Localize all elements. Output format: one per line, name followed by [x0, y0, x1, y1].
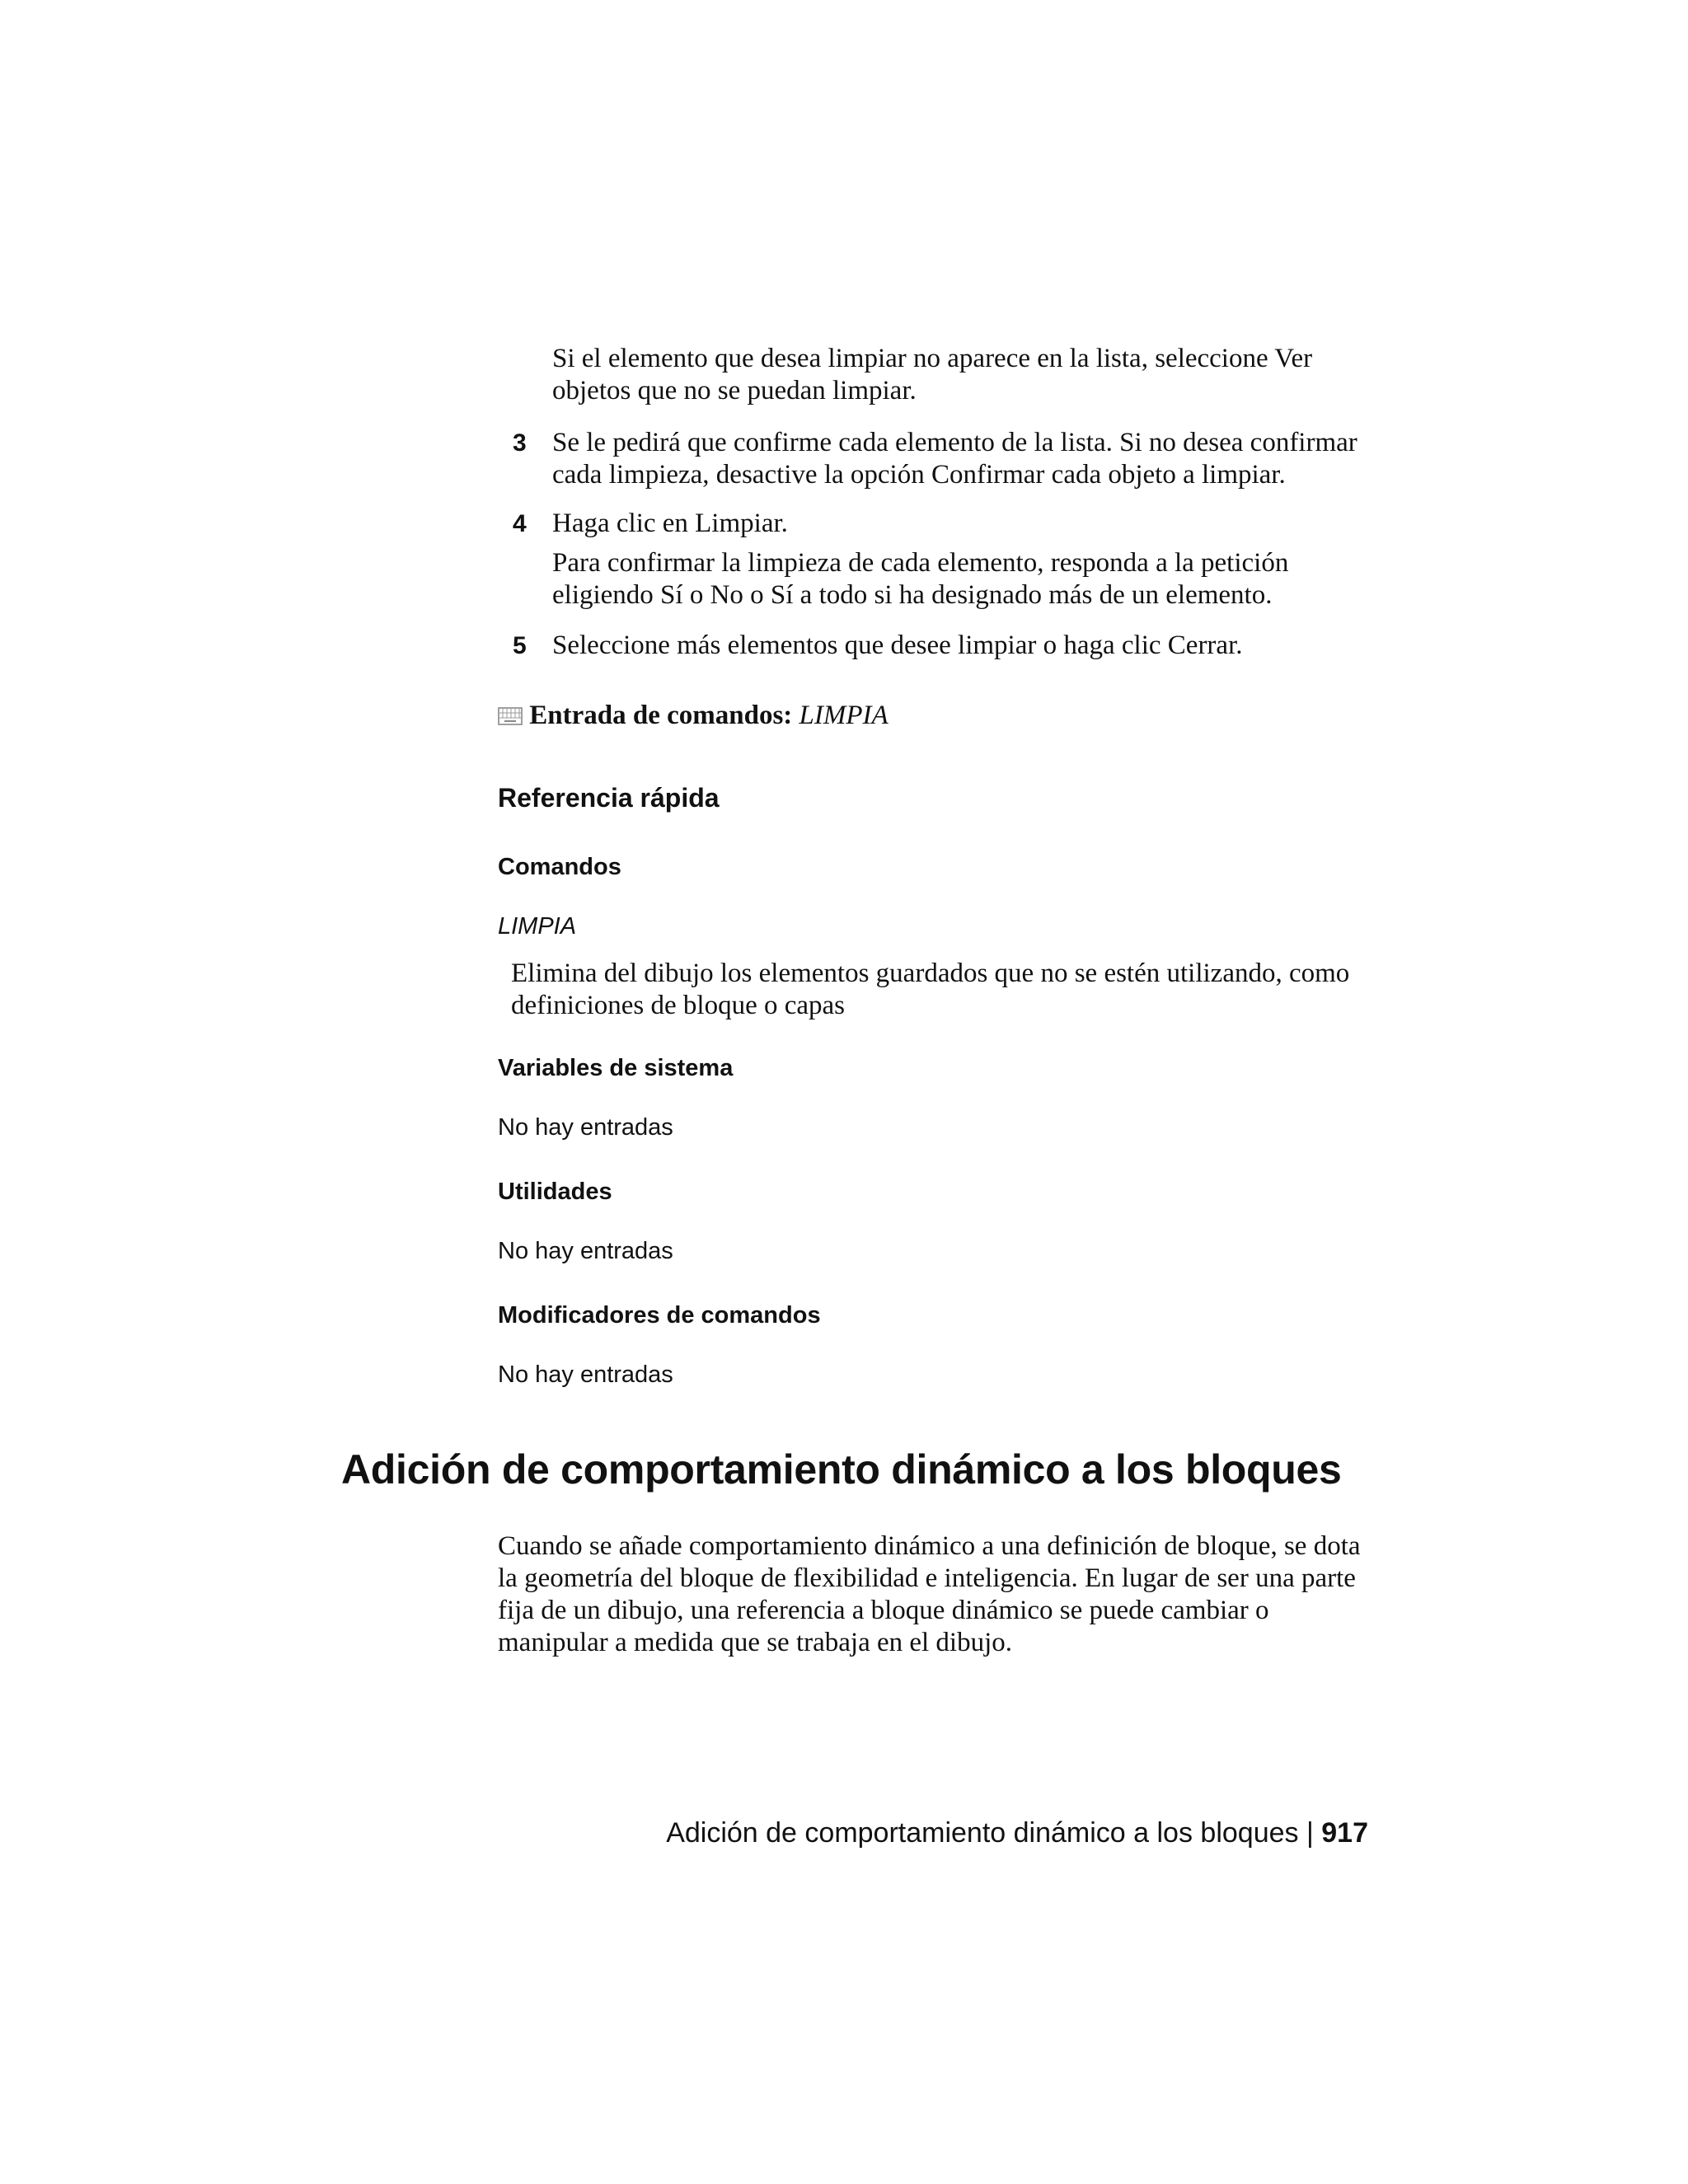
- step-number: 4: [513, 510, 527, 537]
- step-text: Se le pedirá que confirme cada elemento de la lista. Si no desea confirmar cada limpieza, desactive la opción Confirmar cada objeto a limpiar.: [552, 428, 1357, 490]
- utilities-value: No hay entradas: [498, 1238, 673, 1264]
- modifiers-value: No hay entradas: [498, 1361, 673, 1388]
- step-text: Seleccione más elementos que desee limpiar o haga clic Cerrar.: [552, 630, 1243, 660]
- sysvars-heading: Variables de sistema: [498, 1055, 734, 1081]
- step-number: 5: [513, 632, 527, 659]
- page-footer: [666, 1816, 1368, 1849]
- command-entry-value: LIMPIA: [799, 701, 889, 730]
- command-name: LIMPIA: [498, 913, 577, 940]
- commands-heading: Comandos: [498, 854, 621, 880]
- quick-reference-title: Referencia rápida: [498, 783, 720, 813]
- utilities-heading: Utilidades: [498, 1179, 612, 1205]
- command-entry: [498, 700, 1404, 733]
- section-title: Adición de comportamiento dinámico a los bloques: [341, 1446, 1342, 1493]
- step-text: Haga clic en Limpiar.: [552, 509, 788, 538]
- modifiers-heading: Modificadores de comandos: [498, 1302, 821, 1329]
- page-number: 917: [1321, 1817, 1368, 1849]
- command-entry-label: Entrada de comandos:: [529, 701, 793, 730]
- keyboard-icon: [498, 701, 523, 733]
- footer-separator: |: [1306, 1817, 1314, 1849]
- footer-title: Adición de comportamiento dinámico a los bloques: [666, 1817, 1299, 1849]
- step-number: 3: [513, 429, 527, 457]
- intro-paragraph: Si el elemento que desea limpiar no aparece en la lista, seleccione Ver objetos que no se puedan limpiar.: [552, 344, 1313, 405]
- section-body: Cuando se añade comportamiento dinámico a una definición de bloque, se dota la geometría del bloque de flexibilidad e inteligencia. En lugar de ser una parte fija de un dibujo, una referencia a bloque dinámico se puede cambiar o manipular a medida que se trabaja en el dibujo.: [498, 1531, 1361, 1657]
- sysvars-value: No hay entradas: [498, 1114, 673, 1141]
- command-description: Elimina del dibujo los elementos guardados que no se estén utilizando, como definiciones de bloque o capas: [511, 958, 1350, 1020]
- step-note: Para confirmar la limpieza de cada elemento, responda a la petición eligiendo Sí o No o Sí a todo si ha designado más de un elemento.: [552, 548, 1289, 610]
